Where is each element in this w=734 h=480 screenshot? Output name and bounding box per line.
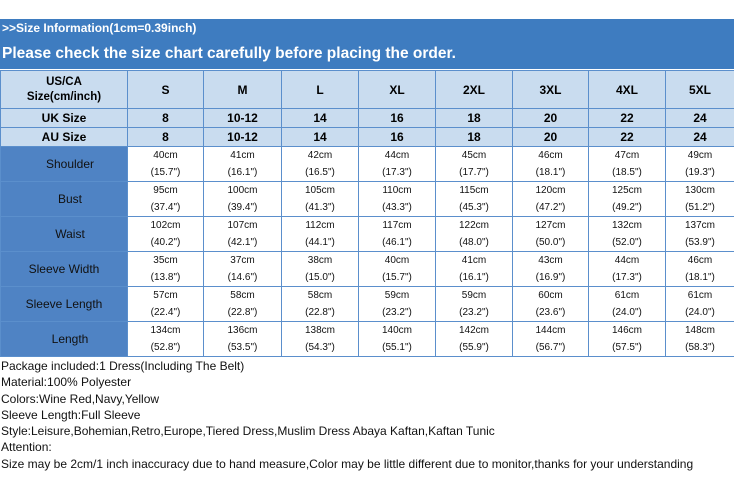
inch-value: (57.5") <box>612 342 642 353</box>
inch-value: (43.3") <box>382 202 412 213</box>
cm-value: 102cm <box>150 220 181 231</box>
size-chart-table <box>0 70 734 357</box>
inch-value: (52.8") <box>150 342 181 353</box>
size-cell: 14 <box>282 128 359 147</box>
measurement-cell <box>589 287 666 322</box>
info-line: Style:Leisure,Bohemian,Retro,Europe,Tiered Dress,Muslim Dress Abaya Kaftan,Kaftan Tunic <box>1 424 495 439</box>
inch-value: (18.1") <box>685 272 715 283</box>
measurement-cell <box>359 217 436 252</box>
size-header-cell: 4XL <box>589 71 666 109</box>
cm-value: 38cm <box>307 255 333 266</box>
inch-value: (48.0") <box>459 237 489 248</box>
size-header-cell: 3XL <box>513 71 589 109</box>
measurement-cell <box>589 182 666 217</box>
inch-value: (16.5") <box>305 167 335 178</box>
measurement-cell <box>436 147 513 182</box>
cm-value: 134cm <box>150 325 181 336</box>
size-cell: 18 <box>436 128 513 147</box>
inch-value: (15.7") <box>150 167 181 178</box>
measurement-cell <box>666 182 734 217</box>
measurement-label: Bust <box>1 182 128 217</box>
size-cell: 10-12 <box>204 128 282 147</box>
measurement-cell <box>128 217 204 252</box>
info-line: Sleeve Length:Full Sleeve <box>1 407 141 422</box>
size-cell: 8 <box>128 128 204 147</box>
cm-value: 95cm <box>153 185 178 196</box>
measurement-cell <box>513 182 589 217</box>
size-cell: 16 <box>359 109 436 128</box>
size-header-cell: M <box>204 71 282 109</box>
cm-value: 49cm <box>687 150 713 161</box>
cm-value: 40cm <box>384 255 410 266</box>
cm-value: 140cm <box>381 325 412 336</box>
cm-value: 59cm <box>461 290 487 301</box>
inch-value: (24.0") <box>685 307 715 318</box>
inch-value: (53.9") <box>685 237 715 248</box>
size-cell: 24 <box>666 128 734 147</box>
measurement-cell <box>513 322 589 357</box>
size-cell: 16 <box>359 128 436 147</box>
cm-value: 61cm <box>687 290 713 301</box>
header-label-line: Size(cm/inch) <box>26 90 102 103</box>
inch-value: (17.7") <box>459 167 489 178</box>
inch-value: (16.1") <box>227 167 258 178</box>
size-row-label: AU Size <box>1 128 128 147</box>
cm-value: 41cm <box>461 255 487 266</box>
measurement-cell <box>128 147 204 182</box>
inch-value: (47.2") <box>535 202 566 213</box>
inch-value: (14.6") <box>227 272 258 283</box>
measurement-cell <box>359 147 436 182</box>
inch-value: (49.2") <box>612 202 642 213</box>
cm-value: 132cm <box>611 220 642 231</box>
cm-value: 58cm <box>307 290 333 301</box>
inch-value: (22.4") <box>150 307 181 318</box>
uk-size-row <box>1 109 734 128</box>
cm-value: 130cm <box>684 185 715 196</box>
measurement-cell <box>282 182 359 217</box>
inch-value: (17.3") <box>382 167 412 178</box>
cm-value: 41cm <box>230 150 255 161</box>
measurement-cell <box>204 147 282 182</box>
measurement-cell <box>666 217 734 252</box>
measurement-cell <box>204 322 282 357</box>
cm-value: 117cm <box>382 220 412 231</box>
measurement-cell <box>204 182 282 217</box>
measurement-row <box>1 147 734 182</box>
info-line: Attention: <box>1 440 52 455</box>
inch-value: (37.4") <box>150 202 181 213</box>
cm-value: 144cm <box>535 325 566 336</box>
inch-value: (17.3") <box>612 272 642 283</box>
measurement-cell <box>204 217 282 252</box>
measurement-cell <box>359 322 436 357</box>
measurement-row <box>1 252 734 287</box>
measurement-row <box>1 322 734 357</box>
measurement-cell <box>513 217 589 252</box>
info-line: Package included:1 Dress(Including The Belt) <box>1 359 245 373</box>
size-cell: 22 <box>589 128 666 147</box>
measurement-cell <box>128 322 204 357</box>
inch-value: (18.5") <box>612 167 642 178</box>
inch-value: (56.7") <box>535 342 566 353</box>
au-size-row <box>1 128 734 147</box>
measurement-cell <box>128 252 204 287</box>
cm-value: 47cm <box>614 150 640 161</box>
inch-value: (51.2") <box>685 202 715 213</box>
size-header-cell: XL <box>359 71 436 109</box>
size-cell: 18 <box>436 109 513 128</box>
measurement-cell <box>128 182 204 217</box>
cm-value: 45cm <box>461 150 487 161</box>
inch-value: (42.1") <box>227 237 258 248</box>
cm-value: 59cm <box>384 290 410 301</box>
measurement-cell <box>589 217 666 252</box>
measurement-cell <box>666 322 734 357</box>
header-label-line: US/CA <box>46 75 82 88</box>
info-line: Material:100% Polyester <box>1 375 132 390</box>
product-info <box>1 358 693 472</box>
measurement-cell <box>282 252 359 287</box>
cm-value: 42cm <box>307 150 333 161</box>
inch-value: (16.9") <box>535 272 566 283</box>
measurement-cell <box>513 252 589 287</box>
size-cell: 20 <box>513 109 589 128</box>
cm-value: 112cm <box>305 220 335 231</box>
inch-value: (23.6") <box>535 307 566 318</box>
size-header-label <box>1 71 128 109</box>
measurement-row <box>1 182 734 217</box>
cm-value: 44cm <box>614 255 640 266</box>
size-header-cell: L <box>282 71 359 109</box>
inch-value: (40.2") <box>150 237 181 248</box>
measurement-cell <box>589 147 666 182</box>
inch-value: (52.0") <box>612 237 642 248</box>
measurement-cell <box>589 322 666 357</box>
measurement-cell <box>666 147 734 182</box>
cm-value: 148cm <box>684 325 715 336</box>
inch-value: (55.1") <box>382 342 412 353</box>
measurement-label: Waist <box>1 217 128 252</box>
cm-value: 137cm <box>684 220 715 231</box>
cm-value: 110cm <box>382 185 412 196</box>
inch-value: (22.8") <box>227 307 258 318</box>
cm-value: 107cm <box>227 220 258 231</box>
info-line: Colors:Wine Red,Navy,Yellow <box>1 391 160 406</box>
size-cell: 10-12 <box>204 109 282 128</box>
inch-value: (24.0") <box>612 307 642 318</box>
measurement-cell <box>666 287 734 322</box>
measurement-cell <box>282 322 359 357</box>
cm-value: 58cm <box>230 290 255 301</box>
cm-value: 43cm <box>538 255 563 266</box>
inch-value: (23.2") <box>459 307 489 318</box>
cm-value: 40cm <box>153 150 178 161</box>
measurement-cell <box>513 147 589 182</box>
size-header-cell: S <box>128 71 204 109</box>
cm-value: 125cm <box>611 185 642 196</box>
measurement-cell <box>359 287 436 322</box>
cm-value: 138cm <box>304 325 335 336</box>
inch-value: (13.8") <box>150 272 181 283</box>
cm-value: 146cm <box>611 325 642 336</box>
cm-value: 136cm <box>227 325 258 336</box>
measurement-cell <box>282 147 359 182</box>
inch-value: (46.1") <box>382 237 412 248</box>
inch-value: (54.3") <box>305 342 335 353</box>
cm-value: 37cm <box>230 255 255 266</box>
inch-value: (39.4") <box>227 202 258 213</box>
inch-value: (44.1") <box>305 237 335 248</box>
cm-value: 115cm <box>459 185 489 196</box>
measurement-cell <box>359 182 436 217</box>
cm-value: 35cm <box>153 255 178 266</box>
measurement-cell <box>436 182 513 217</box>
measurement-cell <box>436 252 513 287</box>
banner-subtitle: Please check the size chart carefully before placing the order. <box>2 45 456 62</box>
inch-value: (15.0") <box>305 272 335 283</box>
inch-value: (15.7") <box>382 272 412 283</box>
measurement-cell <box>513 287 589 322</box>
cm-value: 46cm <box>538 150 563 161</box>
inch-value: (55.9") <box>459 342 489 353</box>
measurement-cell <box>204 287 282 322</box>
measurement-cell <box>128 287 204 322</box>
inch-value: (16.1") <box>459 272 489 283</box>
size-header-cell: 5XL <box>666 71 734 109</box>
cm-value: 44cm <box>384 150 410 161</box>
measurement-cell <box>359 252 436 287</box>
cm-value: 57cm <box>153 290 178 301</box>
banner-title: >>Size Information(1cm=0.39inch) <box>2 21 197 35</box>
measurement-cell <box>436 217 513 252</box>
inch-value: (58.3") <box>685 342 715 353</box>
size-info-banner <box>0 19 734 69</box>
measurement-label: Sleeve Length <box>1 287 128 322</box>
cm-value: 127cm <box>535 220 566 231</box>
inch-value: (23.2") <box>382 307 412 318</box>
measurement-cell <box>282 287 359 322</box>
measurement-cell <box>589 252 666 287</box>
inch-value: (45.3") <box>459 202 489 213</box>
measurement-label: Length <box>1 322 128 357</box>
inch-value: (53.5") <box>227 342 258 353</box>
cm-value: 120cm <box>535 185 566 196</box>
size-row-label: UK Size <box>1 109 128 128</box>
size-cell: 20 <box>513 128 589 147</box>
measurement-label: Shoulder <box>1 147 128 182</box>
inch-value: (22.8") <box>305 307 335 318</box>
cm-value: 100cm <box>227 185 258 196</box>
measurement-label: Sleeve Width <box>1 252 128 287</box>
measurement-cell <box>666 252 734 287</box>
inch-value: (41.3") <box>305 202 335 213</box>
cm-value: 105cm <box>304 185 335 196</box>
inch-value: (18.1") <box>535 167 566 178</box>
measurement-row <box>1 217 734 252</box>
cm-value: 60cm <box>538 290 563 301</box>
size-header-row <box>1 71 734 109</box>
cm-value: 122cm <box>458 220 489 231</box>
cm-value: 61cm <box>614 290 640 301</box>
size-cell: 22 <box>589 109 666 128</box>
measurement-cell <box>436 322 513 357</box>
measurement-cell <box>282 217 359 252</box>
size-cell: 14 <box>282 109 359 128</box>
size-cell: 24 <box>666 109 734 128</box>
inch-value: (19.3") <box>685 167 715 178</box>
cm-value: 46cm <box>687 255 713 266</box>
inch-value: (50.0") <box>535 237 566 248</box>
measurement-row <box>1 287 734 322</box>
cm-value: 142cm <box>458 325 489 336</box>
measurement-cell <box>436 287 513 322</box>
measurement-cell <box>204 252 282 287</box>
info-line: Size may be 2cm/1 inch inaccuracy due to hand measure,Color may be little different due to monitor,thanks for your understanding <box>1 456 694 471</box>
size-header-cell: 2XL <box>436 71 513 109</box>
size-cell: 8 <box>128 109 204 128</box>
